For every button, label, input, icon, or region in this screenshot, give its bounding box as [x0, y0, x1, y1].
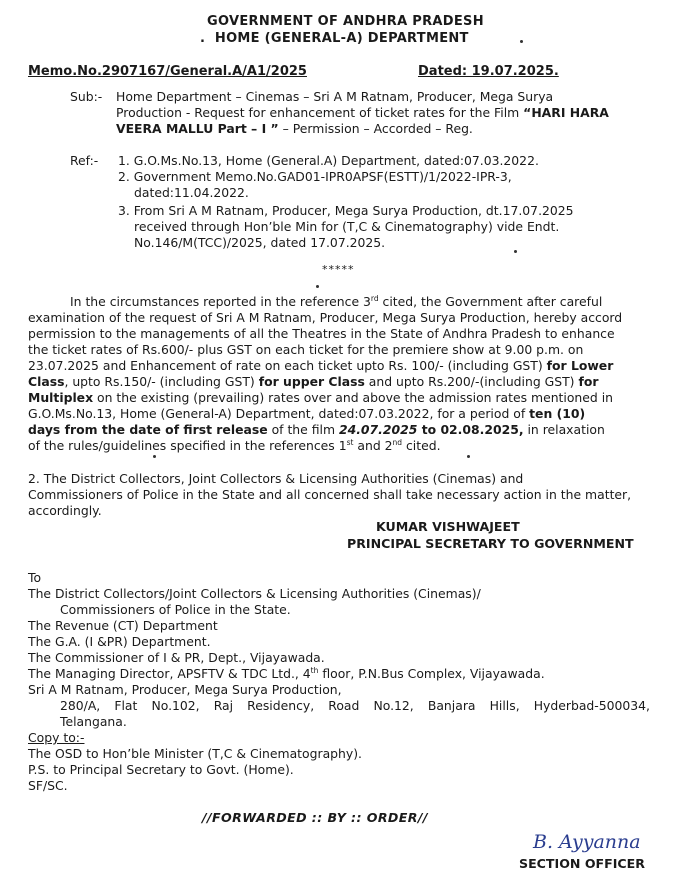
separator-stars: *****	[322, 263, 355, 276]
para1-bold: Class	[28, 374, 65, 389]
film-title-part-b: VEERA MALLU Part – I ”	[116, 121, 279, 136]
superscript: st	[346, 438, 354, 447]
to-text: floor, P.N.Bus Complex, Vijayawada.	[318, 666, 545, 681]
para1-text: , upto Rs.150/- (including GST)	[64, 374, 259, 389]
para1-bold: ten (10)	[529, 406, 586, 421]
reference-3-line-3: No.146/M(TCC)/2025, dated 17.07.2025.	[134, 235, 386, 250]
subject-text-2: Production - Request for enhancement of ticket rates for the Film	[116, 105, 520, 120]
stray-dot	[467, 455, 470, 458]
para1-line-6	[28, 374, 598, 389]
para1-bold-italic: 24.07.2025	[338, 422, 418, 437]
subject-text-1: Home Department – Cinemas – Sri A M Ratnam, Producer, Mega Surya	[116, 89, 554, 104]
para1-bold: days from the date of first release	[28, 422, 268, 437]
para1-line-4: the ticket rates of Rs.600/- plus GST on each ticket for the premiere show at 9.00 p.m. on	[28, 342, 584, 357]
para1-text: on the existing (prevailing) rates over and above the admission rates mentioned in	[93, 390, 614, 405]
ref-label: Ref:-	[70, 153, 99, 168]
reference-3-line-2: received through Hon’ble Min for (T,C & Cinematography) vide Endt.	[134, 219, 560, 234]
department-name: HOME (GENERAL-A) DEPARTMENT	[214, 31, 469, 46]
para1-text: G.O.Ms.No.13, Home (General-A) Department, dated:07.03.2022, for a period of	[28, 406, 530, 421]
reference-2-line-1: 2. Government Memo.No.GAD01-IPR0APSF(ESTT)/1/2022-IPR-3,	[118, 169, 512, 184]
para1-line-3: permission to the managements of all the Theatres in the State of Andhra Pradesh to enhance	[28, 326, 615, 341]
reference-2-line-2: dated:11.04.2022.	[134, 185, 249, 200]
memo-number: Memo.No.2907167/General.A/A1/2025	[28, 64, 307, 79]
stray-dot	[153, 455, 156, 458]
copy-recipient-2: P.S. to Principal Secretary to Govt. (Home).	[28, 762, 294, 777]
para1-text: In the circumstances reported in the reference 3	[70, 294, 371, 309]
stray-dot	[514, 250, 517, 253]
para1-line-8	[28, 406, 585, 421]
para1-text: 23.07.2025 and Enhancement of rate on each ticket upto Rs. 100/- (including GST)	[28, 358, 547, 373]
para1-line-5	[28, 358, 613, 373]
to-recipient-1-cont: Commissioners of Police in the State.	[60, 602, 291, 617]
para1-line-7	[28, 390, 613, 405]
subject-line-2	[116, 105, 609, 120]
para1-text: and 2	[353, 438, 393, 453]
para1-text: and upto Rs.200/-(including GST)	[364, 374, 579, 389]
to-recipient-2: The Revenue (CT) Department	[28, 618, 218, 633]
copy-recipient-3: SF/SC.	[28, 778, 68, 793]
para1-bold: for upper Class	[258, 374, 365, 389]
copy-recipient-1: The OSD to Hon’ble Minister (T,C & Cinematography).	[28, 746, 362, 761]
to-recipient-4: The Commissioner of I & PR, Dept., Vijayawada.	[28, 650, 325, 665]
para1-text: in relaxation	[523, 422, 605, 437]
handwritten-signature: B. Ayyanna	[533, 831, 641, 853]
department-heading: . HOME (GENERAL-A) DEPARTMENT	[200, 31, 469, 46]
para1-bold: Multiplex	[28, 390, 94, 405]
subject-text-3: – Permission – Accorded – Reg.	[282, 121, 473, 136]
superscript: rd	[370, 294, 379, 303]
para1-line-9	[28, 422, 605, 437]
para1-line-2: examination of the request of Sri A M Ratnam, Producer, Mega Surya Production, hereby accord	[28, 310, 623, 325]
para1-line-1	[70, 294, 602, 309]
para2-line-3: accordingly.	[28, 503, 102, 518]
to-recipient-6-address: 280/A, Flat No.102, Raj Residency, Road No.12, Banjara Hills, Hyderbad-500034,	[60, 698, 650, 713]
government-heading: GOVERNMENT OF ANDHRA PRADESH	[207, 14, 484, 29]
para1-text: cited.	[402, 438, 441, 453]
to-recipient-1: The District Collectors/Joint Collectors & Licensing Authorities (Cinemas)/	[28, 586, 481, 601]
to-recipient-3: The G.A. (I &PR) Department.	[28, 634, 211, 649]
reference-1: 1. G.O.Ms.No.13, Home (General.A) Department, dated:07.03.2022.	[118, 153, 539, 168]
stray-dot	[316, 285, 319, 288]
para2-line-2: Commissioners of Police in the State and all concerned shall take necessary action in the matter,	[28, 487, 632, 502]
to-recipient-6: Sri A M Ratnam, Producer, Mega Surya Production,	[28, 682, 342, 697]
to-recipient-6-state: Telangana.	[60, 714, 127, 729]
memo-date: Dated: 19.07.2025.	[418, 64, 559, 79]
stray-dot	[520, 40, 523, 43]
subject-label: Sub:-	[70, 89, 103, 104]
subject-line-3	[116, 121, 473, 136]
to-recipient-5	[28, 666, 545, 681]
reference-3-line-1: 3. From Sri A M Ratnam, Producer, Mega Surya Production, dt.17.07.2025	[118, 203, 574, 218]
para1-bold: to 02.08.2025,	[417, 422, 524, 437]
superscript: th	[310, 666, 319, 675]
para1-text: of the film	[267, 422, 339, 437]
section-officer-label: SECTION OFFICER	[519, 856, 645, 871]
para1-text: cited, the Government after careful	[378, 294, 603, 309]
signatory-name: KUMAR VISHWAJEET	[376, 519, 520, 534]
para1-bold: for Lower	[546, 358, 614, 373]
para1-bold: for	[578, 374, 599, 389]
subject-line-1	[116, 89, 644, 104]
signatory-title: PRINCIPAL SECRETARY TO GOVERNMENT	[347, 536, 634, 551]
to-label: To	[28, 570, 42, 585]
to-text: The Managing Director, APSFTV & TDC Ltd., 4	[28, 666, 311, 681]
forwarded-by-order: //FORWARDED :: BY :: ORDER//	[202, 810, 428, 825]
para1-text: of the rules/guidelines specified in the references 1	[28, 438, 347, 453]
para1-line-10	[28, 438, 441, 453]
copy-to-label: Copy to:-	[28, 730, 85, 745]
para2-line-1: 2. The District Collectors, Joint Collectors & Licensing Authorities (Cinemas) and	[28, 471, 524, 486]
film-title-part-a: “HARI HARA	[523, 105, 609, 120]
superscript: nd	[392, 438, 403, 447]
